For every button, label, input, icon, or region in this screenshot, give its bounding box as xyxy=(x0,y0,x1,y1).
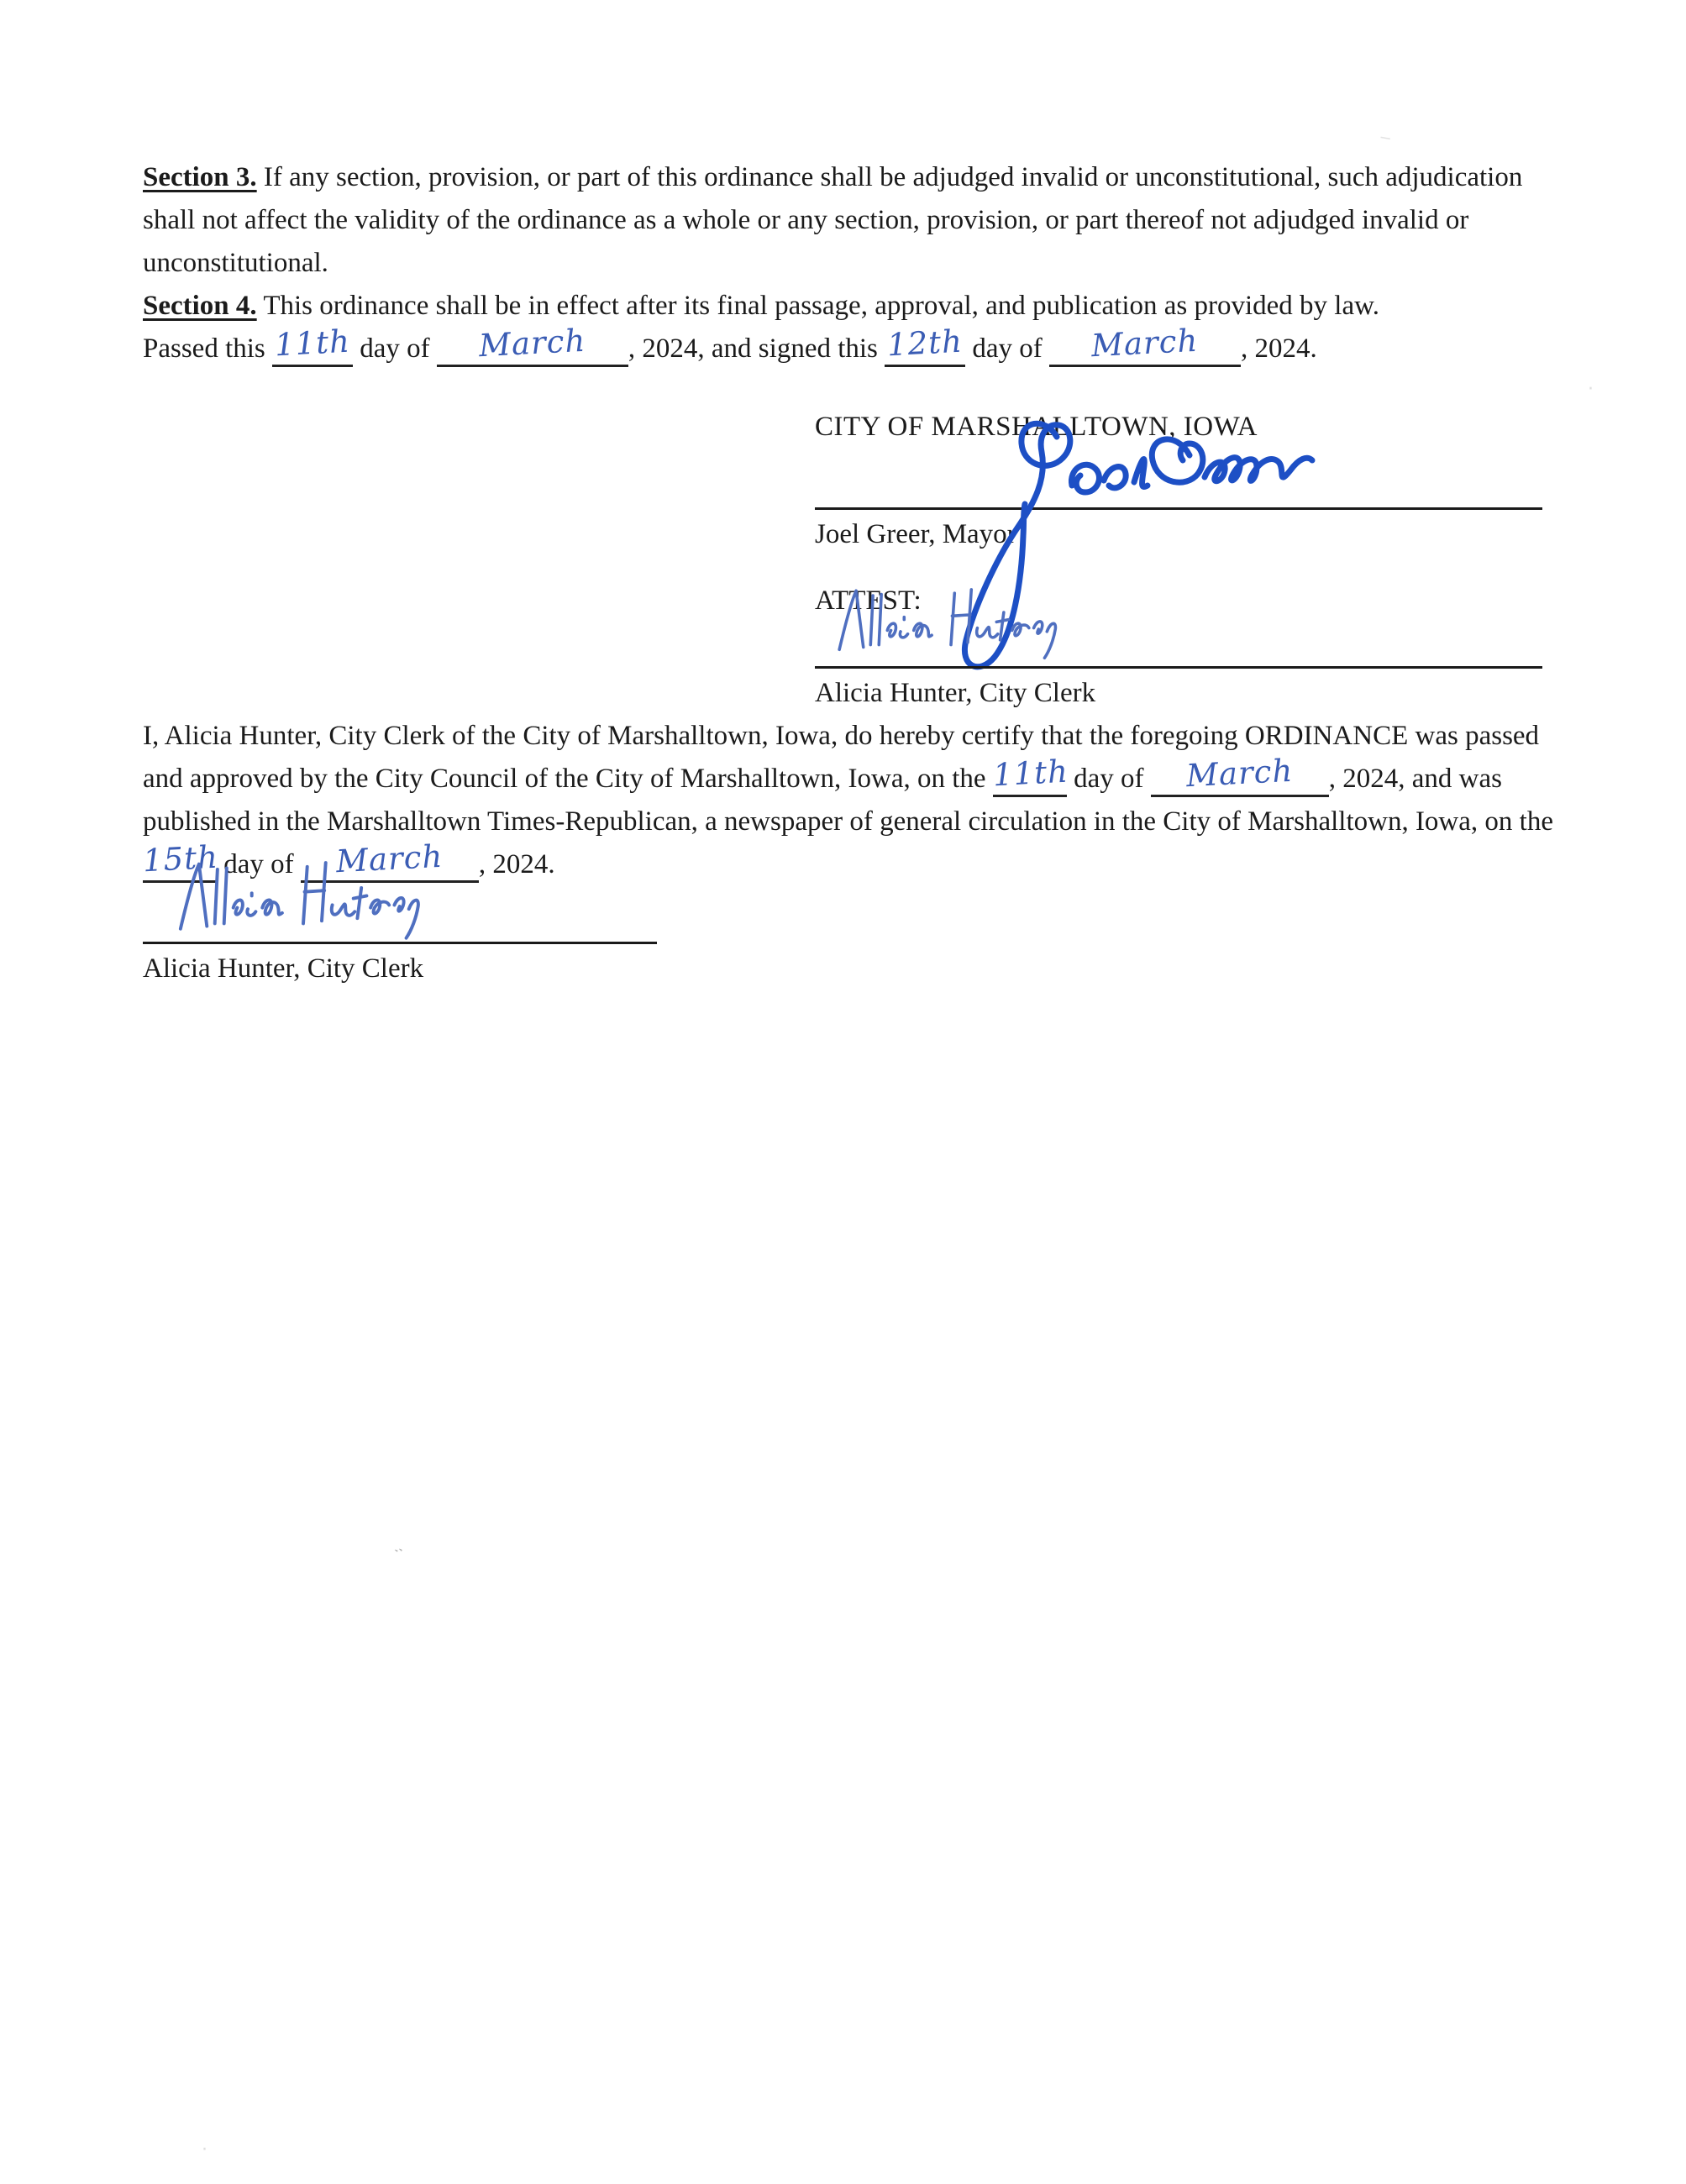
handwritten-cert-month2: March xyxy=(335,837,444,880)
section4-heading: Section 4. xyxy=(143,291,257,321)
passed-text-5: , 2024. xyxy=(1241,333,1317,364)
passed-text-3: , 2024, and signed this xyxy=(628,333,885,364)
cert-text-1: I, Alicia Hunter, City Clerk of the City of Marshalltown, Iowa, do hereby certify that the foregoing ORDINANCE was passed and approved by the City Council of the City of Marshalltown, Iowa, on the xyxy=(143,721,1540,794)
cert-text-3: , 2024, and was published in the Marshalltown Times-Republican, a newspaper of general circulation in the City of Marshalltown, Iowa, on the xyxy=(143,764,1553,837)
clerk-name-title: Alicia Hunter, City Clerk xyxy=(815,678,1096,708)
scan-artifact: · xyxy=(202,2139,207,2160)
section3-body: If any section, provision, or part of this ordinance shall be adjudged invalid or unconstitutional, such adjudication shall not affect the validity of the ordinance as a whole or any section, provision, or part thereof not adjudged invalid or unconstitutional. xyxy=(143,162,1523,278)
signature-block xyxy=(815,406,1544,715)
signed-month2-blank xyxy=(1049,322,1241,367)
passed-signed-line xyxy=(143,322,1556,370)
passed-month1-blank xyxy=(437,322,628,367)
cert-text-5: , 2024. xyxy=(478,849,555,879)
clerk-signature-line xyxy=(815,622,1542,669)
mayor-name-title: Joel Greer, Mayor xyxy=(815,519,1016,549)
section4-paragraph xyxy=(143,285,1556,328)
scan-artifact: ᆢ xyxy=(386,1537,411,1566)
section3-paragraph xyxy=(143,156,1556,285)
cert-day2-blank xyxy=(141,838,219,883)
handwritten-signed-day2: 12th xyxy=(886,323,964,364)
footer-clerk-name-title: Alicia Hunter, City Clerk xyxy=(143,953,424,984)
passed-text-4: day of xyxy=(965,333,1050,364)
cert-text-2: day of xyxy=(1066,764,1151,794)
passed-text-2: day of xyxy=(353,333,437,364)
scan-artifact: ‾ xyxy=(1377,134,1391,157)
section3-heading: Section 3. xyxy=(143,162,257,192)
footer-signature-block xyxy=(143,903,1556,990)
handwritten-passed-month1: March xyxy=(478,322,587,365)
document-content xyxy=(143,156,1556,990)
cert-month1-blank xyxy=(1151,752,1329,797)
attest-label: ATTEST: xyxy=(815,585,922,616)
passed-day1-blank xyxy=(272,323,353,367)
cert-text-4: day of xyxy=(217,849,301,879)
mayor-signature-line xyxy=(815,449,1542,510)
cert-day1-blank xyxy=(991,753,1069,797)
handwritten-passed-day1: 11th xyxy=(274,323,351,364)
footer-clerk-signature-line xyxy=(143,903,657,944)
handwritten-cert-day1: 11th xyxy=(991,753,1069,794)
org-title: CITY OF MARSHALLTOWN, IOWA xyxy=(815,412,1258,442)
handwritten-cert-month1: March xyxy=(1185,752,1295,795)
handwritten-signed-month2: March xyxy=(1090,322,1200,365)
certification-paragraph xyxy=(143,715,1556,886)
passed-text-1: Passed this xyxy=(143,333,273,364)
scan-artifact: · xyxy=(1588,379,1594,400)
signed-day2-blank xyxy=(885,323,965,367)
section4-body: This ordinance shall be in effect after its final passage, approval, and publication as provided by law. xyxy=(256,291,1380,321)
cert-month2-blank xyxy=(301,837,479,883)
handwritten-cert-day2: 15th xyxy=(141,838,219,879)
